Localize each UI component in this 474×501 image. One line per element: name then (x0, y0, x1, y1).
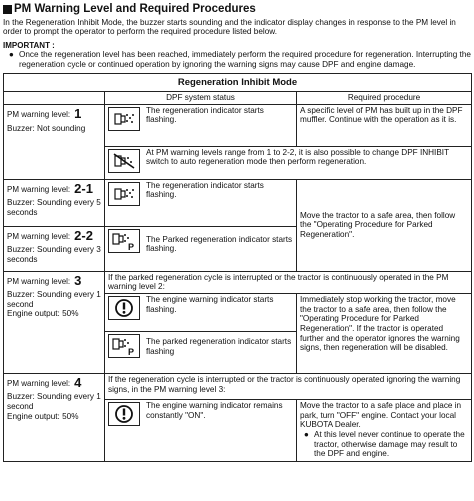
section-title (3, 3, 471, 17)
level-2-1-buzzer: Buzzer: Sounding every 5 seconds (7, 197, 101, 217)
level-3-procedure: Immediately stop working the tractor, move the tractor to a safe area, then follow the "Operating Procedure for Parked Regeneration". If the tractor is operated further and the operator ignores the warning signs, then regeneration will be disabled. (297, 293, 472, 373)
level-4-buzzer: Buzzer: Sounding every 1 second (7, 392, 101, 411)
level-4-label: PM warning level: 4 (7, 374, 82, 390)
level-2-1-cell (4, 179, 105, 226)
level-3-status-b-text: The parked regeneration indicator starts flashing (146, 336, 292, 356)
level-3-status-a-text: The engine warning indicator starts flashing. (146, 294, 274, 314)
level-4-output: Engine output: 50% (7, 411, 79, 421)
parked-regeneration-icon (108, 334, 140, 358)
level-3-number: 3 (74, 272, 82, 288)
table-title: Regeneration Inhibit Mode (4, 73, 472, 91)
level-4-status-text: The engine warning indicator remains constantly "ON". (146, 400, 283, 420)
level-3-buzzer: Buzzer: Sounding every 1 second (7, 289, 101, 309)
svg-text:P: P (128, 346, 135, 356)
dpf-inhibit-icon (108, 149, 140, 173)
level-2-2-status (105, 226, 297, 271)
important-bullet (9, 50, 471, 69)
level-3-output: Engine output: 50% (7, 309, 79, 319)
level-1-number: 1 (74, 105, 82, 121)
level-1-status-text: The regeneration indicator starts flashing. (146, 105, 264, 125)
engine-warning-icon (108, 296, 140, 320)
level-1-label: PM warning level: 1 (7, 105, 82, 121)
level-3-cell (4, 271, 105, 373)
level-4-status (105, 399, 297, 461)
level-2-procedure: Move the tractor to a safe area, then follow the "Operating Procedure for Parked Regeneration". (297, 179, 472, 271)
intro-paragraph: In the Regeneration Inhibit Mode, the buzzer starts sounding and the indicator display changes in response to the PM level in order to prompt the operator to perform the required procedure listed below. (3, 17, 456, 37)
level-2-2-status-text: The Parked regeneration indicator starts flashing. (146, 234, 293, 254)
level-3-status-b (105, 331, 297, 373)
level-4-procedure-text: Move the tractor to a safe place and place in park, turn "OFF" engine. Contact your local KUBOTA Dealer. (300, 400, 462, 430)
level-1-buzzer: Buzzer: Not sounding (7, 123, 86, 133)
level-2-1-number: 2-1 (74, 180, 93, 196)
level-1-inhibit-note (105, 146, 472, 179)
level-4-procedure (297, 399, 472, 461)
level-4-procedure-bullet (304, 430, 468, 459)
level-1-cell (4, 104, 105, 179)
level-3-note: If the parked regeneration cycle is interrupted or the tractor is continuously operated in the PM warning level 2: (105, 271, 472, 293)
bullet-dot-icon: ● (9, 50, 14, 60)
level-3-label: PM warning level: 3 (7, 272, 82, 288)
svg-text:P: P (128, 241, 135, 251)
level-2-2-number: 2-2 (74, 227, 93, 243)
level-2-1-status-text: The regeneration indicator starts flashing. (146, 180, 264, 200)
col-header-procedure: Required procedure (297, 91, 472, 104)
level-2-2-buzzer: Buzzer: Sounding every 3 seconds (7, 244, 101, 264)
level-1-inhibit-text: At PM warning levels range from 1 to 2-2, it is also possible to change DPF INHIBIT switch to auto regeneration mode then perform regeneration. (146, 147, 449, 167)
square-bullet-icon (3, 5, 12, 14)
engine-warning-icon (108, 402, 140, 426)
table-corner (4, 91, 105, 104)
important-bullet-text: Once the regeneration level has been reached, immediately perform the required procedure for regeneration. Interrupting the regeneration cycle or continued operation by ignoring the warning signs may cause DPF and engine damage. (19, 50, 471, 70)
level-4-number: 4 (74, 374, 82, 390)
regeneration-indicator-icon (108, 182, 140, 206)
parked-regeneration-icon (108, 229, 140, 253)
bullet-dot-icon: ● (304, 429, 309, 439)
level-1-status (105, 104, 297, 146)
level-2-1-label: PM warning level: 2-1 (7, 180, 93, 196)
level-4-note: If the regeneration cycle is interrupted or the tractor is continuously operated ignoring the warning signs, in the PM warning level 3: (105, 373, 472, 399)
level-2-1-status (105, 179, 297, 226)
level-4-procedure-bullet-text: At this level never continue to operate the tractor, otherwise damage may result to the DPF and engine. (314, 429, 465, 459)
level-3-status-a (105, 293, 297, 331)
section-title-text: PM Warning Level and Required Procedures (14, 3, 256, 15)
important-heading: IMPORTANT : (3, 40, 55, 50)
level-2-2-cell (4, 226, 105, 271)
warning-table (3, 73, 472, 462)
level-4-cell (4, 373, 105, 461)
level-2-2-label: PM warning level: 2-2 (7, 227, 93, 243)
regeneration-indicator-icon (108, 107, 140, 131)
col-header-status: DPF system status (105, 91, 297, 104)
level-1-procedure: A specific level of PM has built up in the DPF muffler. Continue with the operation as it is. (297, 104, 472, 146)
